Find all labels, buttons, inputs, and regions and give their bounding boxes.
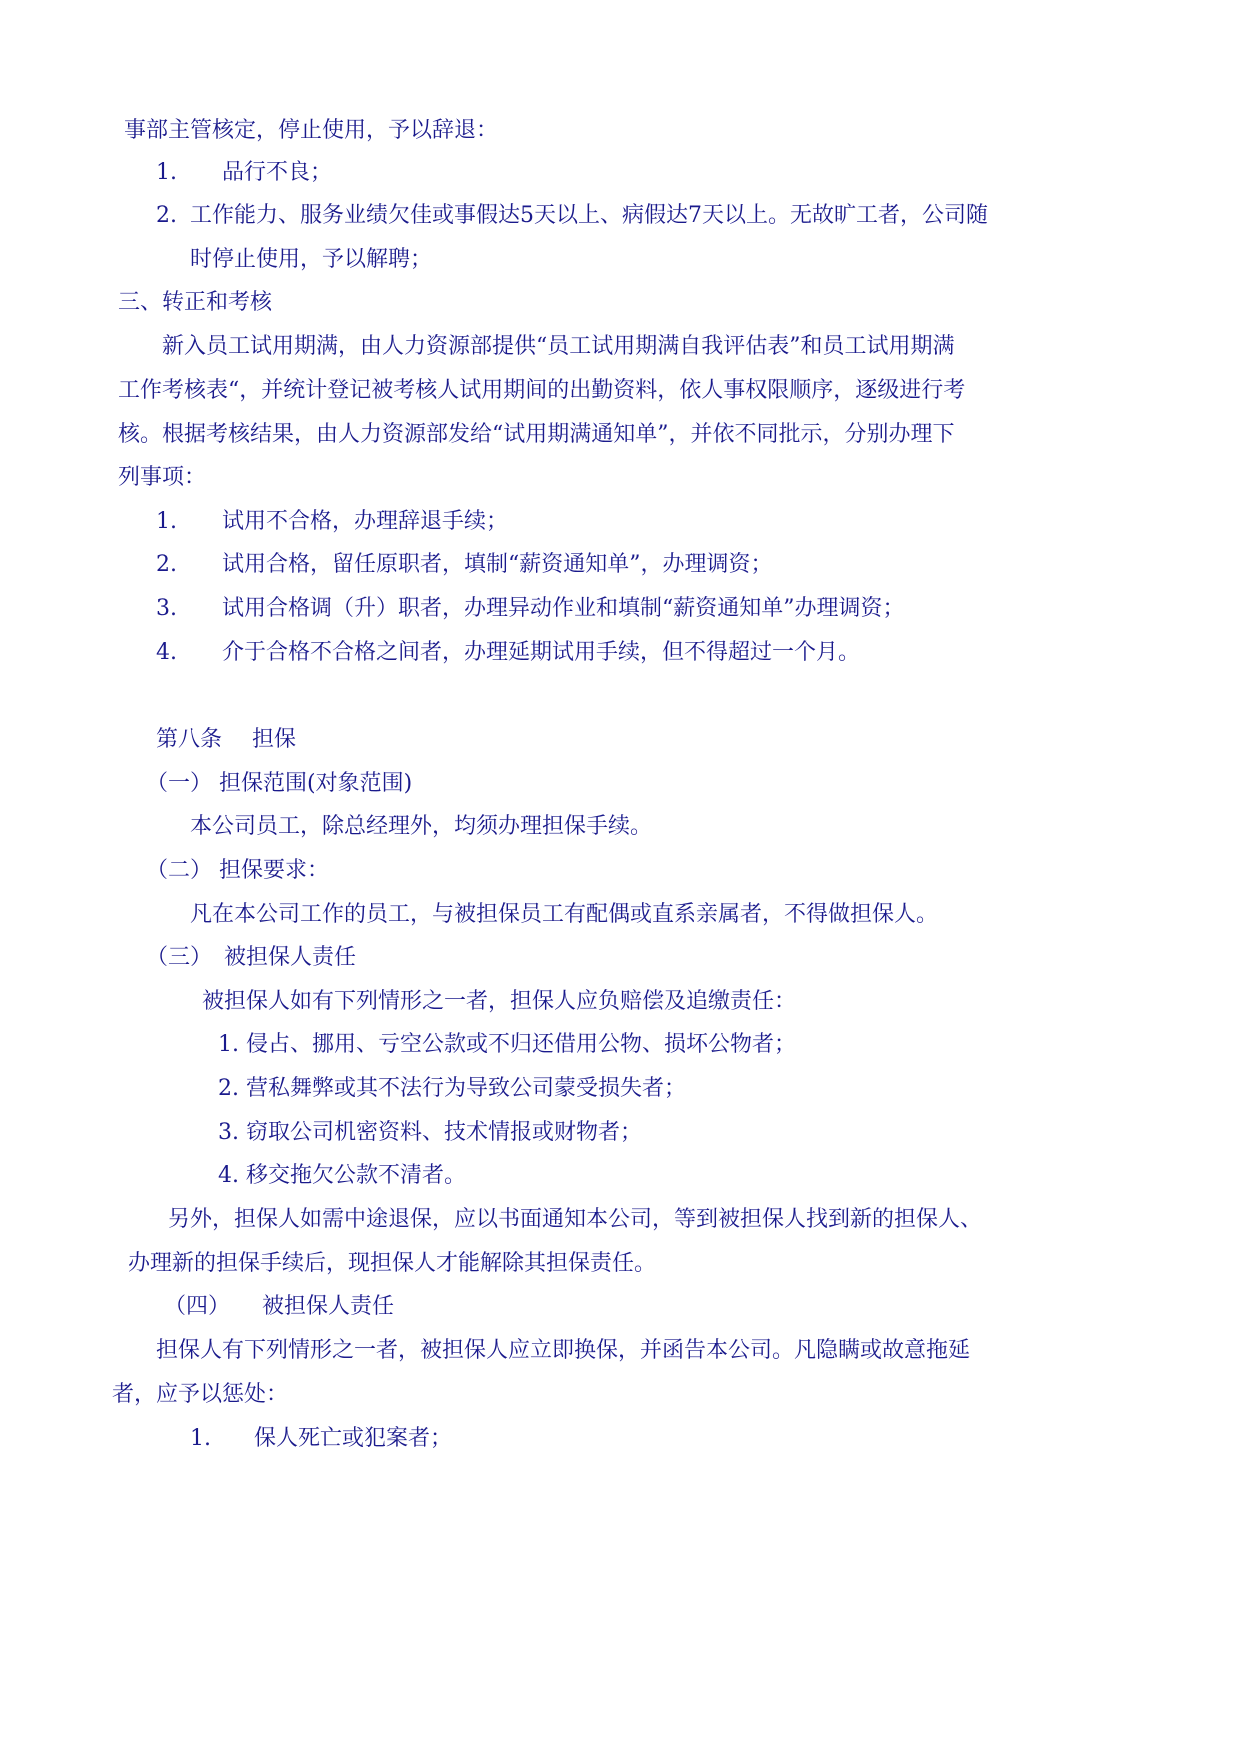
list-text: 介于合格不合格之间者，办理延期试用手续，但不得超过一个月。 [222,640,861,665]
list-text: 试用合格调（升）职者，办理异动作业和填制“薪资通知单”办理调资； [222,596,905,621]
list-number: 4. [156,640,177,665]
list-number: 3. [156,596,177,621]
list-number: 2. [156,203,177,228]
subsection-heading: （二） 担保要求： [146,858,329,883]
subsection-heading [146,943,357,973]
list-text: 试用不合格，办理辞退手续； [222,509,509,534]
list-item [156,638,861,668]
paragraph-line: 担保人有下列情形之一者，被担保人应立即换保，并函告本公司。凡隐瞒或故意拖延 [156,1338,971,1363]
subsection-number: （三） [146,945,213,970]
list-item: 2. 营私舞弊或其不法行为导致公司蒙受损失者； [218,1076,686,1101]
article-number: 第八条 [156,727,223,752]
paragraph-line: 工作考核表“，并统计登记被考核人试用期间的出勤资料，依人事权限顺序，逐级进行考 [118,378,966,403]
article-heading [156,725,297,755]
list-number: 1. [156,160,177,185]
list-item: 1. 侵占、挪用、亏空公款或不归还借用公物、损坏公物者； [218,1032,796,1057]
list-number: 1. [156,509,177,534]
text-line: 事部主管核定，停止使用，予以辞退： [124,118,499,143]
paragraph-line: 被担保人如有下列情形之一者，担保人应负赔偿及追缴责任： [202,989,797,1014]
paragraph-line: 者，应予以惩处： [112,1382,289,1407]
list-text: 品行不良； [222,160,333,185]
section-heading: 三、转正和考核 [118,290,273,315]
list-item: 3. 窃取公司机密资料、技术情报或财物者； [218,1120,642,1145]
list-item [156,158,333,188]
subsection-heading: （一） 担保范围(对象范围) [146,771,413,796]
subsection-heading [164,1292,395,1322]
paragraph-line: 新入员工试用期满，由人力资源部提供“员工试用期满自我评估表”和员工试用期满 [162,334,955,359]
text-line: 时停止使用，予以解聘； [190,247,433,272]
paragraph-line: 办理新的担保手续后，现担保人才能解除其担保责任。 [128,1251,657,1276]
paragraph-line: 本公司员工，除总经理外，均须办理担保手续。 [190,814,653,839]
paragraph-line: 另外，担保人如需中途退保，应以书面通知本公司，等到被担保人找到新的担保人、 [168,1207,983,1232]
list-text: 保人死亡或犯案者； [254,1426,453,1451]
list-number: 2. [156,552,177,577]
subsection-title: 被担保人责任 [262,1294,395,1319]
list-item [156,550,773,580]
list-item [156,507,509,537]
list-text: 试用合格，留任原职者，填制“薪资通知单”，办理调资； [222,552,773,577]
list-number: 1. [190,1426,211,1451]
paragraph-line: 核。根据考核结果，由人力资源部发给“试用期满通知单”，并依不同批示，分别办理下 [118,422,955,447]
subsection-title: 被担保人责任 [224,945,357,970]
subsection-number: （四） [164,1294,231,1319]
article-title: 担保 [252,727,297,752]
list-item [156,201,988,231]
list-item: 4. 移交拖欠公款不清者。 [218,1163,466,1188]
paragraph-line: 凡在本公司工作的员工，与被担保员工有配偶或直系亲属者，不得做担保人。 [190,902,939,927]
list-item [190,1424,453,1454]
list-text: 工作能力、服务业绩欠佳或事假达5天以上、病假达7天以上。无故旷工者，公司随 [190,203,988,228]
paragraph-line: 列事项： [118,465,207,490]
list-item [156,594,905,624]
